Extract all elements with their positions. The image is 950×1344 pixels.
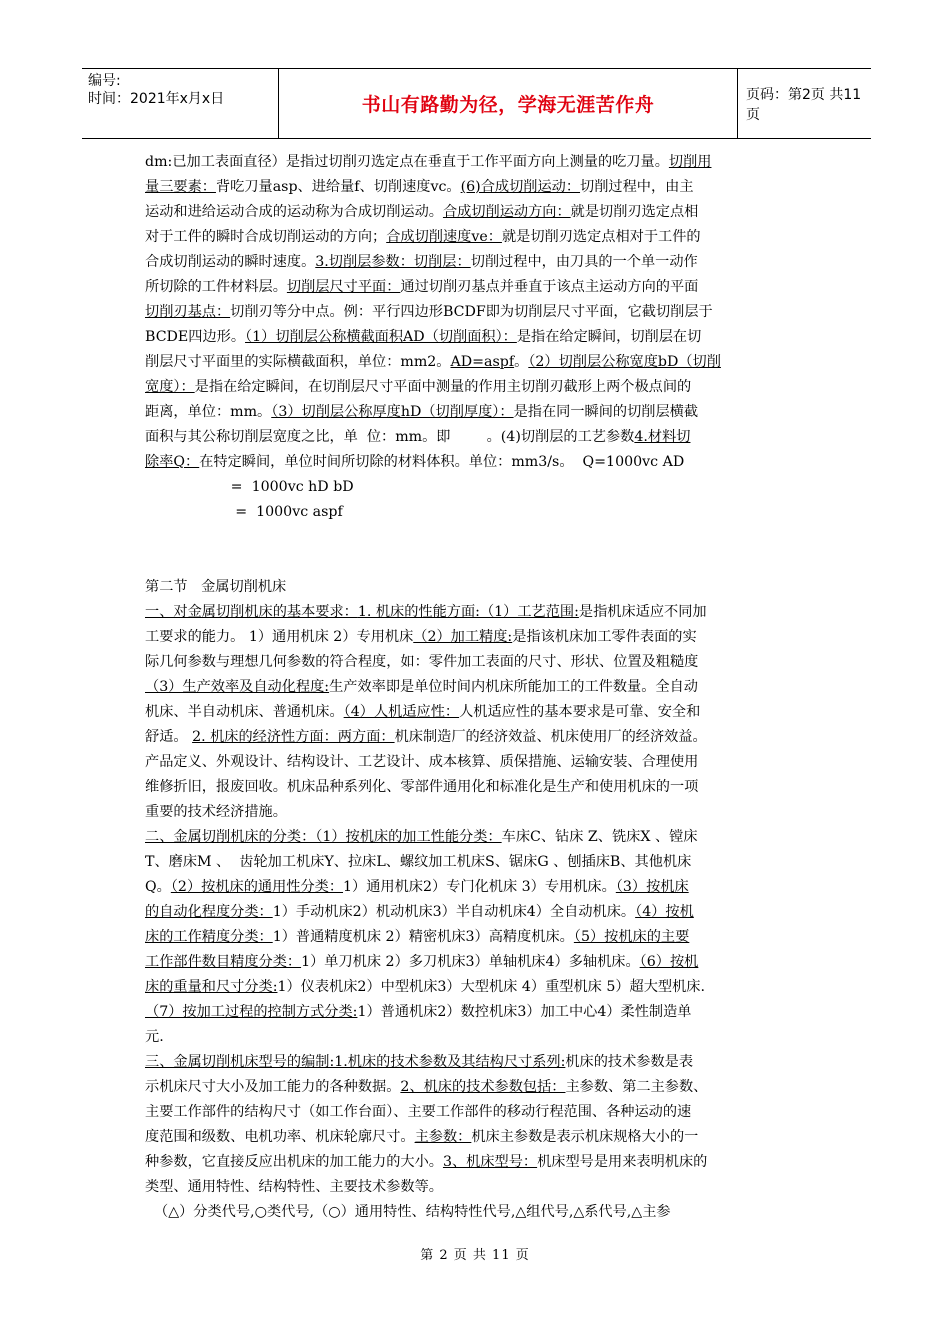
text-segment: 人机适应性的基本要求是可靠、安全和 [459,704,701,720]
text-segment: 是指在同一瞬间的切削层横截 [513,404,699,420]
text-line [145,1100,825,1125]
text-line [145,1175,825,1200]
text-segment: 示机床尺寸大小及加工能力的各种数据。 [145,1079,401,1095]
text-line [145,1150,825,1175]
text-segment: 1）单刀机床 2）多刀机床3）单轴机床4）多轴机床。 [301,954,640,970]
text-segment: 车床C、钻床 Z、铣床X 、镗床 [501,829,698,845]
text-line [145,900,825,925]
underlined-term: 3、机床型号： [442,1154,538,1170]
text-segment: 背吃刀量asp、进给量f、切削速度vc。 [215,179,461,195]
text-segment: 在特定瞬间，单位时间所切除的材料体积。单位：mm3/s。 Q=1000vc AD [199,454,685,470]
text-line [145,525,825,575]
text-line [145,375,825,400]
text-segment: 重要的技术经济措施。 [145,804,287,820]
text-segment: 机床型号是用来表明机床的 [537,1154,708,1170]
underlined-term: （2）加工精度: [413,629,513,645]
underlined-term: （2）按机床的通用性分类： [170,879,344,895]
document-time: 时间：2021年x月x日 [88,91,225,107]
underlined-term: 2. 机床的经济性方面：两方面： [192,729,395,745]
text-line [145,725,825,750]
text-line [145,225,825,250]
text-line [145,1050,825,1075]
text-line [145,975,825,1000]
text-segment: 类型、通用特性、结构特性、主要技术参数等。 [145,1179,443,1195]
text-segment: dm:已加工表面直径）是指过切削刃选定点在垂直于工作平面方向上测量的吃刀量。 [145,154,669,170]
underlined-term: 量三要素： [145,179,216,195]
text-line [145,275,825,300]
underlined-term: （1）切削层公称横截面积AD（切削面积）： [245,329,517,345]
text-segment: 际几何参数与理想几何参数的符合程度，如：零件加工表面的尺寸、形状、位置及粗糙度 [145,654,699,670]
text-line [145,750,825,775]
underlined-term: （4）按机 [635,904,694,920]
text-segment: 切削刃等分中点。例：平行四边形BCDF即为切削层尺寸平面，它截切削层于 [230,304,713,320]
text-segment: 所切除的工件材料层。 [145,279,287,295]
underlined-term: 4.材料切 [634,429,691,445]
text-segment: 面积与其公称切削层宽度之比，单 位：mm。即 。(4)切削层的工艺参数 [145,429,635,445]
text-segment: 舒适。 [145,729,193,745]
text-line [145,650,825,675]
text-segment: Q。 [145,879,171,895]
text-segment: 切削过程中，由主 [580,179,694,195]
text-segment: BCDE四边形。 [145,329,246,345]
underlined-term: 3.切削层参数：切削层： [315,254,471,270]
underlined-term: 2、机床的技术参数包括： [400,1079,566,1095]
text-line [145,700,825,725]
header-meta [82,69,279,138]
text-segment: 机床的技术参数是表 [565,1054,694,1070]
underlined-term: 二、金属切削机床的分类：（1）按机床的加工性能分类： [145,829,502,845]
text-segment: 就是切削刃选定点相 [570,204,699,220]
text-line [145,250,825,275]
underlined-term: 床的工作精度分类： [145,929,273,945]
text-line [145,475,825,500]
header-page-info-cell [737,69,871,138]
text-line [145,200,825,225]
underlined-term: (6)合成切削运动： [460,179,581,195]
underlined-term: （3）切削层公称厚度hD（切削厚度）： [271,404,514,420]
text-line [145,1125,825,1150]
text-segment: 就是切削刃选定点相对于工件的 [501,229,701,245]
underlined-term: 切削用 [668,154,712,170]
underlined-term: （4）人机适应性： [343,704,460,720]
header-motto: 书山有路勤为径，学海无涯苦作舟 [361,94,655,116]
underlined-term: （2）切削层公称宽度bD（切削 [528,354,721,370]
text-line [145,1025,825,1050]
text-line [145,925,825,950]
underlined-term: 一、对金属切削机床的基本要求： [145,604,358,620]
text-segment: = 1000vc aspf [145,504,343,520]
text-segment: 产品定义、外观设计、结构设计、工艺设计、成本核算、质保措施、运输安装、合理使用 [145,754,699,770]
text-segment: 主要工作部件的结构尺寸（如工作台面）、主要工作部件的移动行程范围、各种运动的速 [145,1104,692,1120]
text-segment: 是指该机床加工零件表面的实 [512,629,697,645]
underlined-term: 1. 机床的性能方面:（1）工艺范围: [357,604,579,620]
text-line [145,675,825,700]
text-line [145,175,825,200]
text-segment: T、磨床M 、 齿轮加工机床Y、拉床L、螺纹加工机床S、锯床G 、刨插床B、其他机床 [145,854,692,870]
underlined-term: 合成切削运动方向： [442,204,571,220]
text-segment: 是指机床适应不同加 [578,604,707,620]
text-segment: 削层尺寸平面里的实际横截面积，单位：mm2。 [145,354,451,370]
underlined-term: （5）按机床的主要 [573,929,690,945]
header-motto-cell [279,69,738,138]
text-segment: 合成切削运动的瞬时速度。 [145,254,316,270]
text-segment: （△）分类代号,○类代号,（○）通用特性、结构特性代号,△组代号,△系代号,△主参 [145,1204,671,1220]
text-line [145,625,825,650]
text-segment: 主参数、第二主参数、 [565,1079,708,1095]
underlined-term: 宽度）： [145,379,195,395]
text-line [145,425,825,450]
underlined-term: （7）按加工过程的控制方式分类: [145,1004,358,1020]
text-segment: 是指在给定瞬间，切削层在切 [516,329,702,345]
page-footer [0,1244,950,1263]
underlined-term: 主参数： [414,1129,472,1145]
text-line [145,950,825,975]
text-segment: 1）仪表机床2）中型机床3）大型机床 4）重型机床 5）超大型机床. [277,979,706,995]
text-line [145,575,825,600]
text-segment: 1）手动机床2）机动机床3）半自动机床4）全自动机床。 [272,904,636,920]
page-header [82,68,871,139]
underlined-term: （6）按机 [639,954,699,970]
text-line [145,800,825,825]
text-segment: 种参数，它直接反应出机床的加工能力的大小。 [145,1154,443,1170]
text-segment: 切削过程中，由刀具的一个单一动作 [470,254,698,270]
text-segment: 1）普通精度机床 2）精密机床3）高精度机床。 [272,929,574,945]
text-segment: 机床主参数是表示机床规格大小的一 [471,1129,699,1145]
text-line [145,775,825,800]
text-line [145,875,825,900]
text-segment: 度范围和级数、电机功率、机床轮廓尺寸。 [145,1129,415,1145]
text-line [145,350,825,375]
text-line [145,850,825,875]
text-segment: 运动和进给运动合成的运动称为合成切削运动。 [145,204,443,220]
text-segment: 工要求的能力。 1）通用机床 2）专用机床 [145,629,414,645]
text-segment: = 1000vc hD bD [145,479,354,495]
underlined-term: （3）生产效率及自动化程度: [145,679,330,695]
text-line [145,325,825,350]
underlined-term: AD=aspf [450,354,515,370]
text-segment: 第二节 金属切削机床 [145,579,287,595]
text-segment: 1）通用机床2）专门化机床 3）专用机床。 [343,879,616,895]
underlined-term: 切削刃基点： [145,304,231,320]
text-segment: 通过切削刃基点并垂直于该点主运动方向的平面 [400,279,699,295]
footer-page-number: 第 2 页 共 11 页 [420,1248,530,1263]
text-line [145,500,825,525]
text-line [145,600,825,625]
text-line [145,825,825,850]
text-segment: 维修折旧，报废回收。机床品种系列化、零部件通用化和标准化是生产和使用机床的一项 [145,779,699,795]
text-line [145,1000,825,1025]
text-line [145,1075,825,1100]
text-segment: 机床制造厂的经济效益、机床使用厂的经济效益。 [394,729,707,745]
text-line [145,150,825,175]
text-line [145,1200,825,1225]
text-line [145,300,825,325]
underlined-term: 床的重量和尺寸分类: [145,979,278,995]
document-body [145,150,825,1225]
text-segment: 对于工件的瞬时合成切削运动的方向； [145,229,387,245]
underlined-term: 除率Q： [145,454,200,470]
underlined-term: 工作部件数目精度分类： [145,954,302,970]
text-segment: 生产效率即是单位时间内机床所能加工的工件数量。全自动 [329,679,698,695]
header-page-info: 页码：第2页 共11页 [746,86,862,123]
text-segment: 距离，单位：mm。 [145,404,272,420]
text-segment: 元. [145,1029,164,1045]
text-segment: 1）普通机床2）数控机床3）加工中心4）柔性制造单 [357,1004,692,1020]
underlined-term: 的自动化程度分类： [145,904,273,920]
text-line [145,400,825,425]
text-line [145,450,825,475]
underlined-term: 切削层尺寸平面： [286,279,401,295]
text-segment: 是指在给定瞬间，在切削层尺寸平面中测量的作用主切削刃截形上两个极点间的 [194,379,692,395]
underlined-term: （3）按机床 [615,879,689,895]
text-segment: 。 [514,354,529,370]
underlined-term: 合成切削速度ve： [386,229,502,245]
text-segment: 机床、半自动机床、普通机床。 [145,704,344,720]
document-number-label: 编号: [88,73,121,89]
underlined-term: 三、金属切削机床型号的编制:1.机床的技术参数及其结构尺寸系列: [145,1054,566,1070]
